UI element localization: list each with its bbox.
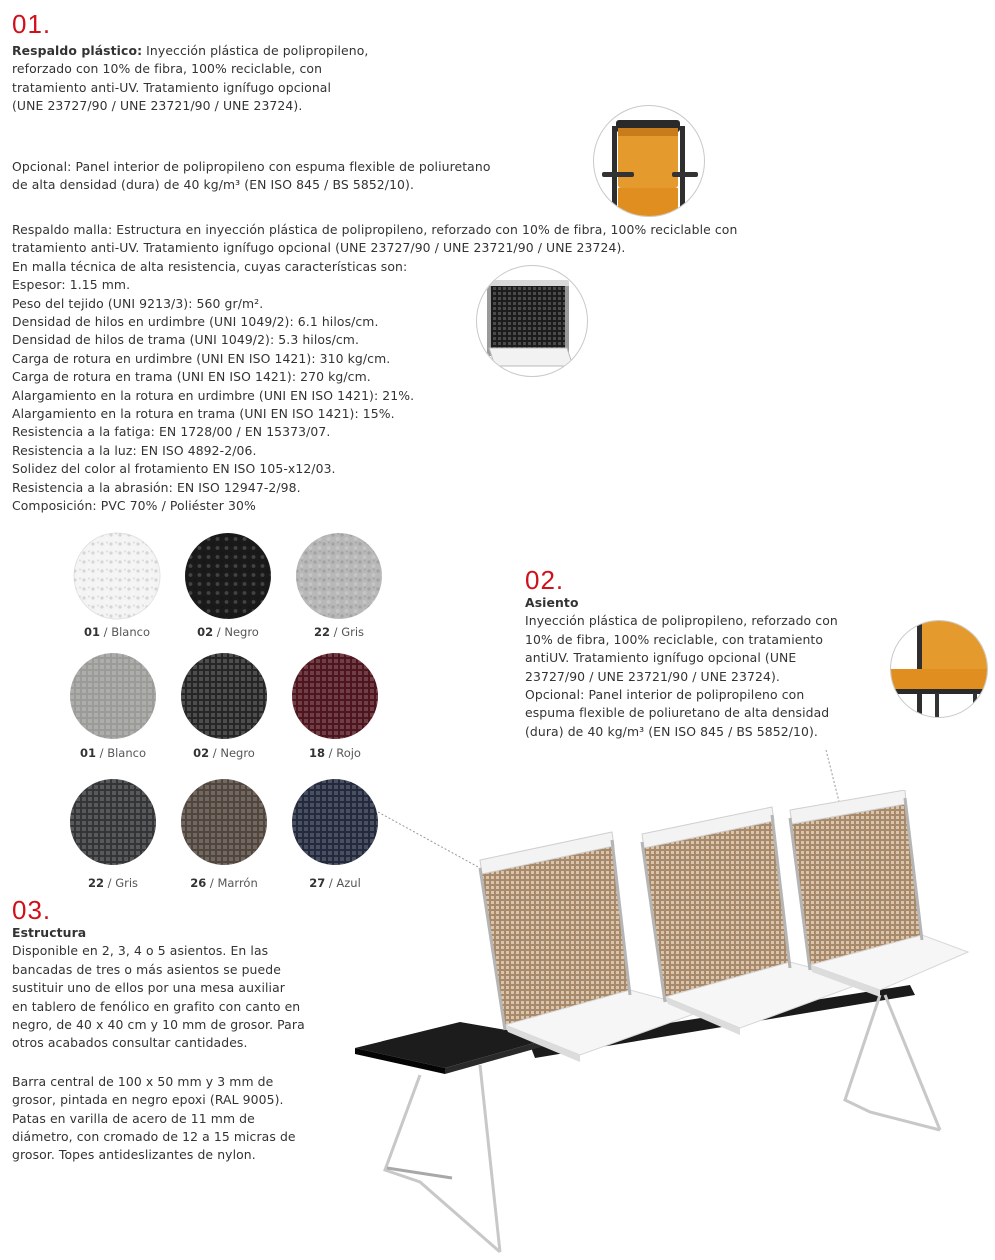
text-line: negro, de 40 x 40 cm y 10 mm de grosor. Para [12, 1017, 305, 1033]
section-number-02: 02. [525, 565, 565, 595]
swatch-name: Blanco [111, 625, 150, 639]
text-line: grosor, pintada en negro epoxi (RAL 9005). [12, 1092, 284, 1108]
spec-label: Densidad de hilos en urdimbre [12, 314, 206, 330]
swatch-code: 26 [190, 876, 207, 890]
spec-label: Solidez del color al frotamiento [12, 461, 209, 477]
swatch-code: 22 [87, 876, 104, 890]
swatch-label: 02 / Negro [197, 625, 259, 639]
swatch-name: Negro [220, 746, 255, 760]
swatch-code: 01 [80, 746, 97, 760]
text-line: Patas en varilla de acero de 11 mm de [12, 1110, 255, 1126]
spec-label: Densidad de hilos de trama [12, 332, 186, 348]
text-line: antiUV. Tratamiento ignífugo opcional (UNE [525, 650, 797, 666]
spec-value: (UNI EN ISO 1421): 21%. [254, 387, 415, 403]
spec-label: Peso del tejido [12, 295, 104, 311]
text-line: Barra central de 100 x 50 mm y 3 mm de [12, 1073, 274, 1089]
bench-illustration [340, 790, 970, 1255]
text-line: reforzado con 10% de fibra, 100% reciclable, con [12, 61, 323, 77]
spec-label: Espesor: [12, 277, 66, 293]
spec-value: (UNI EN ISO 1421): 310 kg/cm. [192, 350, 391, 366]
spec-value: EN ISO 4892-2/06. [136, 442, 257, 458]
text-line: Estructura en inyección plástica de polipropileno, reforzado con 10% de fibra, 100% reciclable con [112, 222, 738, 237]
section-number-01: 01. [12, 9, 52, 39]
text-line: (UNE 23727/90 / UNE 23721/90 / UNE 23724). [12, 98, 303, 114]
swatch-label: 27 / Azul [309, 876, 361, 890]
swatch-label: 22 / Gris [87, 876, 139, 890]
table-legs [385, 1065, 500, 1252]
swatch-name: Azul [336, 876, 361, 890]
swatch-label: 18 / Rojo [309, 746, 361, 760]
swatch-name: Negro [224, 625, 259, 639]
text-line: Disponible en 2, 3, 4 o 5 asientos. En las [12, 943, 269, 959]
swatch-code: 22 [313, 625, 330, 639]
swatch-name: Gris [115, 876, 139, 890]
swatch-label: 02 / Negro [193, 746, 255, 760]
text-line: Inyección plástica de polipropileno, reforzado con [525, 613, 838, 629]
optional-label: Opcional: [12, 159, 72, 174]
spec-label: Carga de rotura en urdimbre [12, 350, 193, 366]
text-line: En malla técnica de alta resistencia, cuyas características son: [12, 258, 408, 274]
swatch-label: 01 / Blanco [84, 625, 150, 639]
text-line: 10% de fibra, 100% reciclable, con tratamiento [525, 631, 824, 647]
text-line: tratamiento anti-UV. Tratamiento ignífugo opcional (UNE 23727/90 / UNE 23721/90 / UNE 23724). [12, 240, 626, 256]
optional-label: Opcional: [525, 687, 585, 703]
spec-label: Composición: [12, 498, 97, 514]
spec-label: Resistencia a la abrasión: [12, 479, 173, 495]
mesh-backrest-label: Respaldo malla: [12, 222, 113, 237]
text-line: en tablero de fenólico en grafito con canto en [12, 998, 301, 1014]
text-line: Panel interior de polipropileno con [584, 687, 805, 703]
swatch-code: 02 [193, 746, 210, 760]
text-line: sustituir uno de ellos por una mesa auxiliar [12, 980, 285, 996]
text-line: tratamiento anti-UV. Tratamiento ignífugo opcional [12, 79, 332, 95]
text-line: 23727/90 / UNE 23721/90 / UNE 23724). [525, 668, 780, 684]
spec-value: (UNI 9213/3): 560 gr/m². [103, 295, 264, 311]
text-line: Inyección plástica de polipropileno, [142, 43, 369, 58]
spec-value: EN 1728/00 / EN 15373/07. [154, 424, 331, 440]
swatch-label: 26 / Marrón [190, 876, 258, 890]
text-line: espuma flexible de poliuretano de alta densidad [525, 705, 830, 721]
text-line: otros acabados consultar cantidades. [12, 1035, 248, 1051]
text-line: Panel interior de polipropileno con espuma flexible de poliuretano [71, 159, 491, 174]
spec-value: (UNI EN ISO 1421): 15%. [235, 406, 395, 422]
swatch-name: Rojo [336, 746, 361, 760]
swatch-code: 27 [309, 876, 326, 890]
spec-value: EN ISO 105-x12/03. [208, 461, 336, 477]
spec-value: 1.15 mm. [65, 277, 131, 293]
spec-value: PVC 70% / Poliéster 30% [96, 498, 256, 514]
swatch-label: 22 / Gris [313, 625, 365, 639]
text-line: grosor. Topes antideslizantes de nylon. [12, 1147, 256, 1163]
seat-title: Asiento [525, 595, 579, 610]
text-line: (dura) de 40 kg/m³ (EN ISO 845 / BS 5852/10). [525, 723, 818, 739]
seat-3 [790, 790, 968, 997]
spec-label: Resistencia a la luz: [12, 442, 137, 458]
spec-value: (UNI EN ISO 1421): 270 kg/cm. [172, 369, 371, 385]
text-line: bancadas de tres o más asientos se puede [12, 961, 281, 977]
swatch-name: Marrón [217, 876, 258, 890]
swatch-code: 02 [197, 625, 214, 639]
spec-label: Carga de rotura en trama [12, 369, 173, 385]
spec-value: EN ISO 12947-2/98. [172, 479, 301, 495]
structure-title: Estructura [12, 925, 87, 940]
spec-label: Alargamiento en la rotura en urdimbre [12, 387, 255, 403]
section-number-03: 03. [12, 895, 52, 925]
text-line: diámetro, con cromado de 12 a 15 micras de [12, 1129, 296, 1145]
bench-legs [845, 995, 940, 1130]
swatch-name: Gris [341, 625, 365, 639]
swatch-label: 01 / Blanco [80, 746, 146, 760]
spec-label: Alargamiento en la rotura en trama [12, 406, 236, 422]
spec-value: (UNI 1049/2): 5.3 hilos/cm. [185, 332, 360, 348]
plastic-backrest-label: Respaldo plástico: [12, 43, 143, 58]
swatch-name: Blanco [107, 746, 146, 760]
swatch-code: 18 [309, 746, 326, 760]
swatch-code: 01 [84, 625, 101, 639]
text-line: de alta densidad (dura) de 40 kg/m³ (EN ISO 845 / BS 5852/10). [12, 177, 415, 193]
spec-label: Resistencia a la fatiga: [12, 424, 155, 440]
spec-value: (UNI 1049/2): 6.1 hilos/cm. [205, 314, 379, 330]
